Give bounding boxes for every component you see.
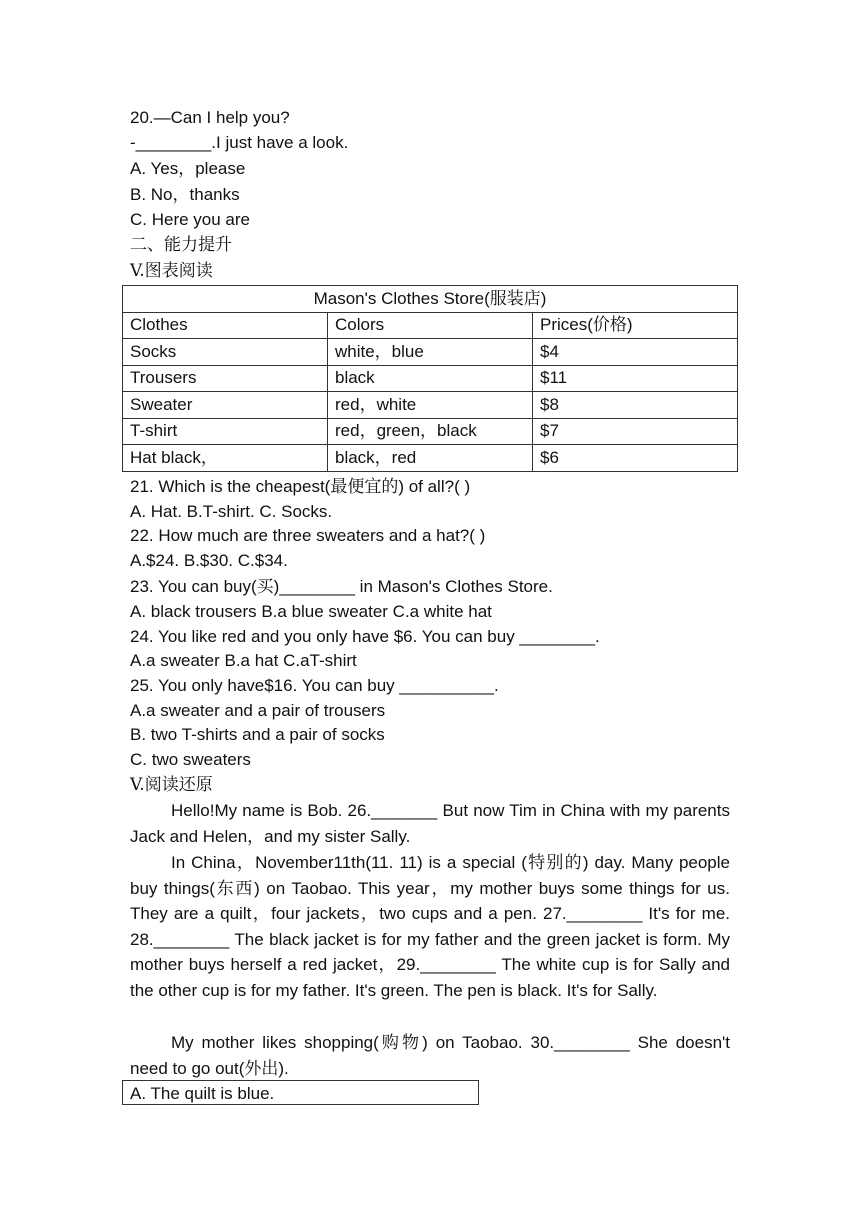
cell-colors: red，white (328, 392, 533, 419)
q21-options: A. Hat. B.T-shirt. C. Socks. (130, 502, 333, 521)
cell-clothes: Socks (123, 339, 328, 366)
q25-option-a: A.a sweater and a pair of trousers (130, 701, 386, 720)
q20-blank: -________.I just have a look. (130, 133, 349, 152)
cell-price: $7 (533, 418, 738, 445)
q23-options: A. black trousers B.a blue sweater C.a white hat (130, 602, 492, 621)
cell-colors: black (328, 365, 533, 392)
q20-option-c: C. Here you are (130, 210, 250, 229)
table-title-row (123, 286, 738, 313)
section-2-title: 二、能力提升 (130, 235, 232, 255)
header-clothes: Clothes (123, 312, 328, 339)
q25-question: 25. You only have$16. You can buy __________. (130, 676, 499, 695)
table-row (123, 365, 738, 392)
cell-clothes: Hat black， (123, 445, 328, 472)
cell-clothes: Trousers (123, 365, 328, 392)
cell-colors: black，red (328, 445, 533, 472)
q23-question: 23. You can buy(买)________ in Mason's Clothes Store. (130, 577, 553, 596)
passage-paragraph-2: In China，November11th(11. 11) is a special (特别的) day. Many people buy things(东西) on Taobao. This year，my mother buys some things for us. They are a quilt，four jackets，two cups and a pen. 27.________ It's for me. 28.________ The black jacket is for my father and the green jacket is form. My mother buys herself a red jacket，29.________ The white cup is for Sally and the other cup is for my father. It's green. The pen is black. It's for Sally. (130, 853, 730, 1000)
cell-price: $8 (533, 392, 738, 419)
header-prices: Prices(价格) (533, 312, 738, 339)
table-row (123, 445, 738, 472)
q25-option-c: C. two sweaters (130, 750, 251, 769)
clothes-store-table (122, 285, 738, 472)
cell-colors: white，blue (328, 339, 533, 366)
q22-options: A.$24. B.$30. C.$34. (130, 551, 288, 570)
cell-colors: red，green，black (328, 418, 533, 445)
q20-option-a: A. Yes，please (130, 159, 246, 178)
table-title: Mason's Clothes Store(服装店) (123, 286, 738, 313)
cell-price: $11 (533, 365, 738, 392)
q22-question: 22. How much are three sweaters and a hat?( ) (130, 526, 486, 545)
answer-option-box: A. The quilt is blue. (122, 1080, 479, 1105)
cell-clothes: T-shirt (123, 418, 328, 445)
cell-clothes: Sweater (123, 392, 328, 419)
table-row (123, 339, 738, 366)
header-colors: Colors (328, 312, 533, 339)
table-row (123, 392, 738, 419)
q20-question: 20.—Can I help you? (130, 108, 290, 127)
part-v-chart-heading: V.图表阅读 (130, 261, 213, 281)
cell-price: $4 (533, 339, 738, 366)
q24-options: A.a sweater B.a hat C.aT-shirt (130, 651, 357, 670)
table-header-row (123, 312, 738, 339)
q21-question: 21. Which is the cheapest(最便宜的) of all?( ) (130, 477, 471, 496)
q25-option-b: B. two T-shirts and a pair of socks (130, 725, 385, 744)
part-v-reading-heading: V.阅读还原 (130, 775, 213, 795)
table-row (123, 418, 738, 445)
passage-paragraph-1: Hello!My name is Bob. 26._______ But now Tim in China with my parents Jack and Helen，and my sister Sally. (130, 801, 730, 846)
passage-paragraph-3: My mother likes shopping(购物) on Taobao. 30.________ She doesn't need to go out(外出). (130, 1033, 730, 1078)
cell-price: $6 (533, 445, 738, 472)
q20-option-b: B. No，thanks (130, 185, 240, 204)
q24-question: 24. You like red and you only have $6. You can buy ________. (130, 627, 600, 646)
